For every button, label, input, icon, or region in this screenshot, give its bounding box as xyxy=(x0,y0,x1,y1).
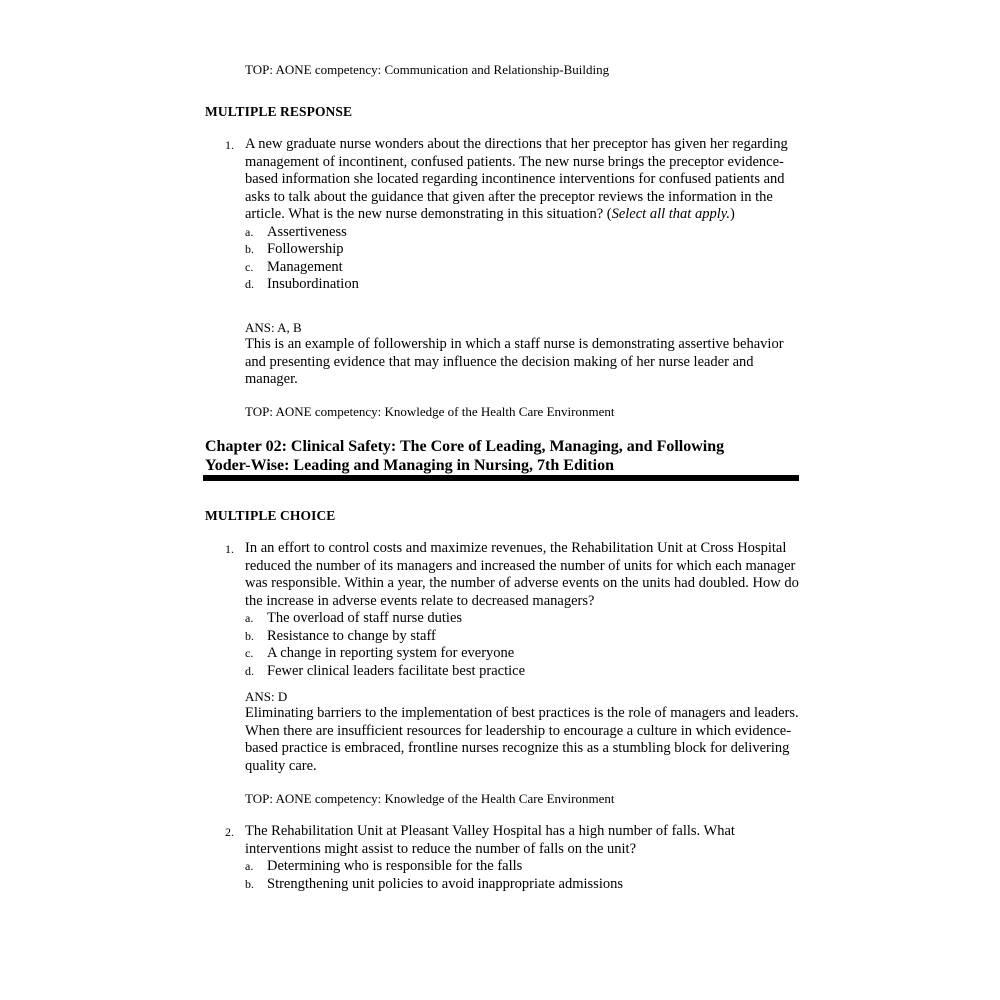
multiple-choice-heading: MULTIPLE CHOICE xyxy=(205,508,336,523)
mr-question-1-rationale: This is an example of followership in which a staff nurse is demonstrating assertive behavior and presenting evidence that may influence the decision making of her nurse leader and manager. xyxy=(245,336,784,387)
mc-q1-option-b xyxy=(245,628,805,646)
mc-question-2 xyxy=(245,823,805,893)
mc-q2-option-a xyxy=(245,858,805,876)
option-text: Management xyxy=(267,258,343,275)
mc-q1-option-a xyxy=(245,610,805,628)
option-letter: b. xyxy=(245,242,254,256)
option-letter: b. xyxy=(245,876,254,891)
chapter-divider xyxy=(203,475,799,481)
book-title: Yoder-Wise: Leading and Managing in Nursing, 7th Edition xyxy=(205,457,614,474)
option-letter: a. xyxy=(245,859,254,873)
option-letter: a. xyxy=(245,611,254,625)
mc-question-1-number: 1. xyxy=(225,542,234,556)
option-text: Resistance to change by staff xyxy=(267,627,436,644)
mc-question-2-number: 2. xyxy=(225,825,234,839)
mc-question-1-text: In an effort to control costs and maximize revenues, the Rehabilitation Unit at Cross Hospital reduced the number of its managers and increased the number of units for which each manager was responsible. Within a year, the number of adverse events on the units had doubled. How do the increase in adverse events relate to decreased managers? xyxy=(245,540,799,609)
mr-question-1-stem: A new graduate nurse wonders about the directions that her preceptor has given her regarding management of incontinent, confused patients. The new nurse brings the preceptor evidence-based information she located regarding incontinence interventions for confused patients and asks to talk about the guidance that given after the preceptor reviews the information in the article. What is the new nurse demonstrating in this situation? xyxy=(245,136,788,222)
mc-question-1-rationale: Eliminating barriers to the implementation of best practices is the role of managers and leaders. When there are insufficient resources for leadership to encourage a culture in which evidence-based practice is embraced, frontline nurses recognize this as a stumbling block for delivering quality care. xyxy=(245,705,799,774)
option-letter: b. xyxy=(245,628,254,643)
option-letter: d. xyxy=(245,277,254,291)
mr-option-d xyxy=(245,276,805,294)
multiple-response-heading: MULTIPLE RESPONSE xyxy=(205,104,353,119)
chapter-title: Chapter 02: Clinical Safety: The Core of Leading, Managing, and Following xyxy=(205,438,725,455)
option-letter: c. xyxy=(245,259,254,274)
mc-q1-option-c xyxy=(245,645,805,663)
mc-question-1-topic: TOP: AONE competency: Knowledge of the Health Care Environment xyxy=(245,791,615,806)
option-text: Followership xyxy=(267,241,344,257)
mr-question-1-text xyxy=(245,136,805,224)
option-text: Assertiveness xyxy=(267,223,347,240)
option-text: A change in reporting system for everyone xyxy=(267,645,515,661)
option-letter: a. xyxy=(245,224,254,239)
mr-question-1-instruction: (Select all that apply.) xyxy=(606,206,735,222)
mc-q1-option-d xyxy=(245,663,805,681)
mc-question-1 xyxy=(245,540,805,680)
mc-question-1-answer: ANS: D xyxy=(245,689,288,704)
mr-option-c xyxy=(245,259,805,277)
option-text: The overload of staff nurse duties xyxy=(267,610,463,626)
mc-q2-option-b xyxy=(245,876,805,894)
mr-question-1-number: 1. xyxy=(225,138,234,152)
mc-question-1-options xyxy=(245,610,805,680)
option-text: Insubordination xyxy=(267,276,359,292)
mc-question-2-options xyxy=(245,858,805,893)
option-text: Fewer clinical leaders facilitate best practice xyxy=(267,662,526,679)
mr-question-1-options xyxy=(245,224,805,294)
mr-question-1-answer: ANS: A, B xyxy=(245,320,302,335)
mr-option-a xyxy=(245,224,805,242)
mr-question-1 xyxy=(245,136,805,294)
option-letter: c. xyxy=(245,646,254,660)
option-text: Strengthening unit policies to avoid inappropriate admissions xyxy=(267,875,624,892)
option-text: Determining who is responsible for the falls xyxy=(267,858,523,874)
mr-question-1-topic: TOP: AONE competency: Knowledge of the Health Care Environment xyxy=(245,404,615,419)
previous-topic-line: TOP: AONE competency: Communication and Relationship-Building xyxy=(245,62,610,77)
mc-question-2-text: The Rehabilitation Unit at Pleasant Valley Hospital has a high number of falls. What interventions might assist to reduce the number of falls on the unit? xyxy=(245,823,735,857)
option-letter: d. xyxy=(245,663,254,678)
mr-option-b xyxy=(245,241,805,259)
